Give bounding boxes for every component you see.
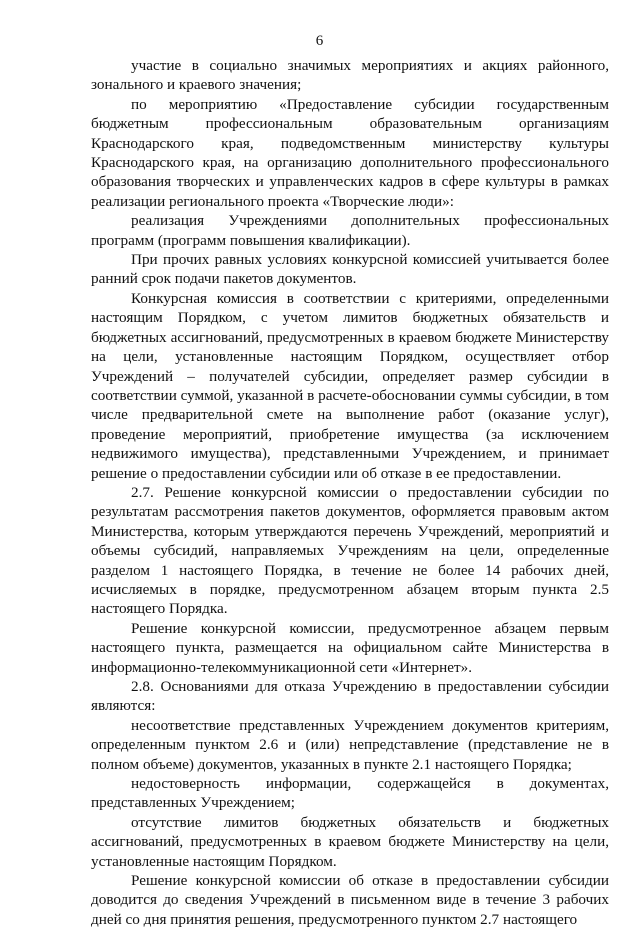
page-number: 6 [315, 33, 324, 49]
paragraph: Решение конкурсной комиссии, предусмотренное абзацем первым настоящего пункта, размещается на официальном сайте Министерства в информационно-телекоммуникационной сети «Интернет». [91, 619, 609, 676]
paragraph: 2.8. Основаниями для отказа Учреждению в предоставлении субсидии являются: [91, 678, 609, 715]
paragraph: реализация Учреждениями дополнительных профессиональных программ (программ повышения квалификации). [91, 212, 609, 249]
paragraph: участие в социально значимых мероприятиях и акциях районного, зонального и краевого значения; [91, 57, 609, 94]
document-body [91, 56, 609, 929]
paragraph: недостоверность информации, содержащейся в документах, представленных Учреждением; [91, 775, 609, 812]
paragraph: При прочих равных условиях конкурсной комиссией учитывается более ранний срок подачи пакетов документов. [91, 251, 609, 288]
paragraph: Конкурсная комиссия в соответствии с критериями, определенными настоящим Порядком, с учетом лимитов бюджетных обязательств и бюджетных ассигнований, предусмотренных в краевом бюджете Министерству на цели, установленные настоящим Порядком, осуществляет отбор Учреждений – получателей субсидии, определяет размер субсидии в соответствии суммой, указанной в расчете-обосновании суммы субсидии, в том числе предварительной смете на выполнение работ (оказание услуг), проведение мероприятий, приобретение имущества (за исключением недвижимого имущества), представленными Учреждением, и принимает решение о предоставлении субсидии или об отказе в ее предоставлении. [91, 289, 609, 482]
paragraph: отсутствие лимитов бюджетных обязательств и бюджетных ассигнований, предусмотренных в краевом бюджете Министерству на цели, установленные настоящим Порядком. [91, 813, 609, 870]
paragraph: 2.7. Решение конкурсной комиссии о предоставлении субсидии по результатам рассмотрения пакетов документов, оформляется правовым актом Министерства, которым утверждаются перечень Учреждений, мероприятий и объемы субсидий, направляемых Учреждениям на цели, определенные разделом 1 настоящего Порядка, в течение не более 14 рабочих дней, исчисляемых в порядке, предусмотренном абзацем вторым пункта 2.5 настоящего Порядка. [91, 483, 609, 618]
paragraph: по мероприятию «Предоставление субсидии государственным бюджетным профессиональным образовательным организациям Краснодарского края, подведомственным министерству культуры Краснодарского края, на организацию дополнительного профессионального образования творческих и управленческих кадров в сфере культуры в рамках реализации регионального проекта «Творческие люди»: [91, 95, 609, 210]
paragraph: несоответствие представленных Учреждением документов критериям, определенным пунктом 2.6 и (или) непредставление (представление не в полном объеме) документов, указанных в пункте 2.1 настоящего Порядка; [91, 716, 609, 773]
paragraph: Решение конкурсной комиссии об отказе в предоставлении субсидии доводится до сведения Учреждений в письменном виде в течение 3 рабочих дней со дня принятия решения, предусмотренного пунктом 2.7 настоящего [91, 872, 609, 928]
